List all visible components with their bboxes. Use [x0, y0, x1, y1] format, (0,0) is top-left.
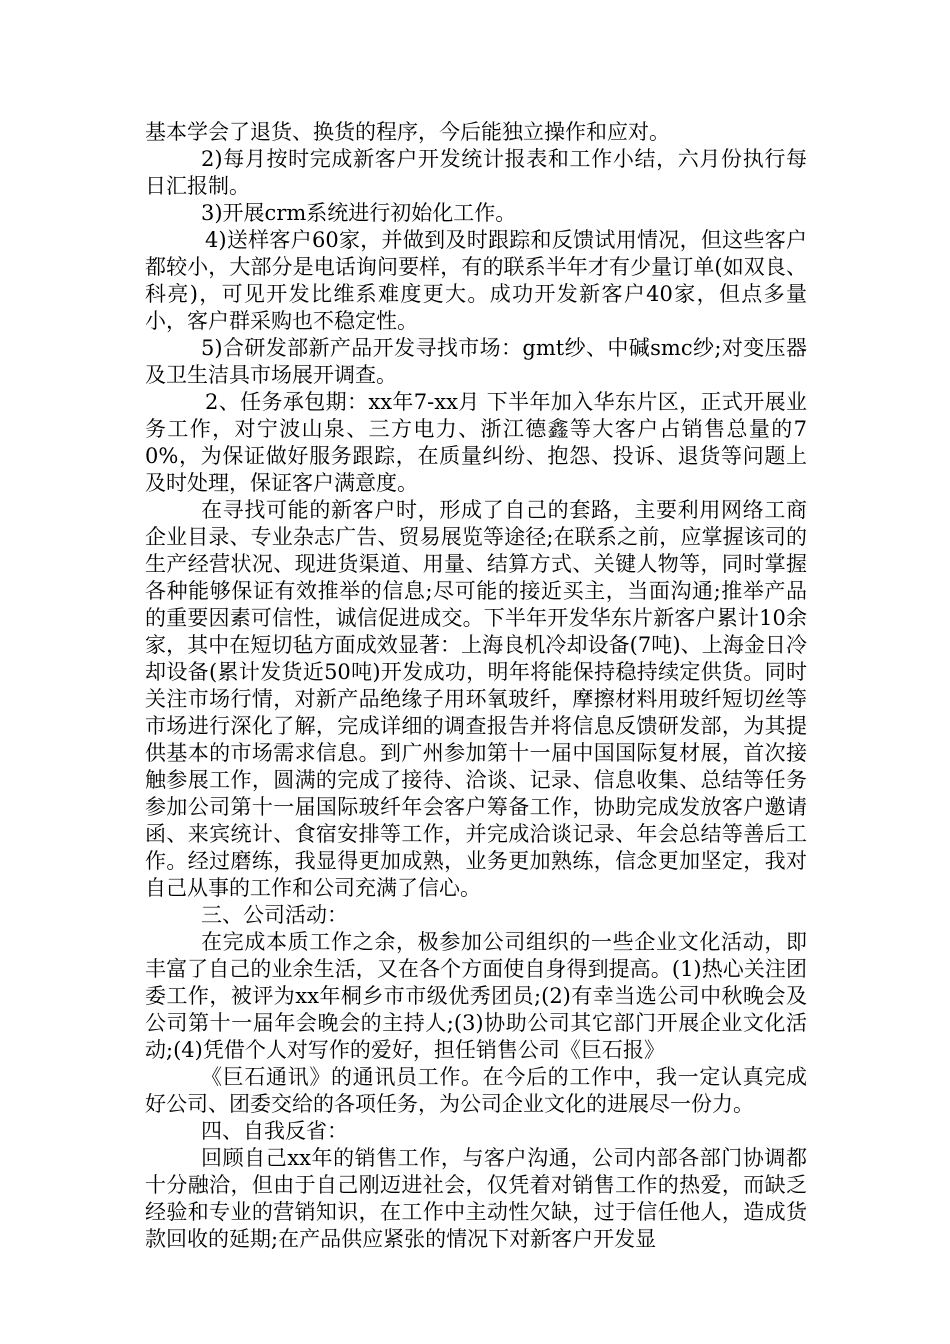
paragraph-contract-period: 2、任务承包期：xx年7-xx月 下半年加入华东片区，正式开展业务工作，对宁波山泉、三方电力、浙江德鑫等大客户占销售总量的70%，为保证做好服务跟踪，在质量纠纷、抱怨、投诉、退货等问题上及时处理，保证客户满意度。 [145, 390, 807, 495]
paragraph-new-customers: 在寻找可能的新客户时，形成了自己的套路，主要利用网络工商企业目录、专业杂志广告、贸易展览等途径;在联系之前，应掌握该司的生产经营状况、现进货渠道、用量、结算方式、关键人物等，同时掌握各种能够保证有效推举的信息;尽可能的接近买主，当面沟通;推举产品的重要因素可信性，诚信促进成交。下半年开发华东片新客户累计10余家，其中在短切毡方面成效显著：上海良机冷却设备(7吨)、上海金日冷却设备(累计发货近50吨)开发成功，明年将能保持稳持续定供货。同时关注市场行情，对新产品绝缘子用环氧玻纤，摩擦材料用玻纤短切丝等市场进行深化了解，完成详细的调查报告并将信息反馈研发部，为其提供基本的市场需求信息。到广州参加第十一届中国国际复材展，首次接触参展工作，圆满的完成了接待、洽谈、记录、信息收集、总结等任务参加公司第十一届国际玻纤年会客户筹备工作，协助完成发放客户邀请函、来宾统计、食宿安排等工作，并完成洽谈记录、年会总结等善后工作。经过磨练，我显得更加成熟，业务更加熟练，信念更加坚定，我对自己从事的工作和公司充满了信心。 [145, 498, 807, 900]
paragraph-returns: 基本学会了退货、换货的程序，今后能独立操作和应对。 [145, 120, 670, 144]
paragraph-rnd-market: 5)合研发部新产品开发寻找市场：gmt纱、中碱smc纱;对变压器及卫生洁具市场展开调查。 [145, 336, 807, 387]
paragraph-reflection: 回顾自己xx年的销售工作，与客户沟通，公司内部各部门协调都十分融洽，但由于自己刚迈进社会，仅凭着对销售工作的热爱，而缺乏经验和专业的营销知识，在工作中主动性欠缺，过于信任他人，造成货款回收的延期;在产品供应紧张的情况下对新客户开发显 [145, 1146, 807, 1251]
section-heading-company-activities: 三、公司活动： [201, 903, 348, 927]
document-body [145, 119, 807, 1253]
section-heading-self-reflection: 四、自我反省： [201, 1119, 348, 1143]
paragraph-culture-activities: 在完成本质工作之余，极参加公司组织的一些企业文化活动，即丰富了自己的业余生活，又在各个方面使自身得到提高。(1)热心关注团委工作，被评为xx年桐乡市市级优秀团员;(2)有幸当选公司中秋晚会及公司第十一届年会晚会的主持人;(3)协助公司其它部门开展企业文化活动;(4)凭借个人对写作的爱好，担任销售公司《巨石报》 [145, 930, 807, 1062]
paragraph-crm: 3)开展crm系统进行初始化工作。 [201, 201, 517, 225]
paragraph-samples: 4)送样客户60家，并做到及时跟踪和反馈试用情况，但这些客户都较小，大部分是电话询问要样，有的联系半年才有少量订单(如双良、科亮)，可见开发比维系难度更大。成功开发新客户40家，但点多量小，客户群采购也不稳定性。 [145, 228, 807, 333]
paragraph-correspondent: 《巨石通讯》的通讯员工作。在今后的工作中，我一定认真完成好公司、团委交给的各项任务，为公司企业文化的进展尽一份力。 [145, 1065, 807, 1116]
paragraph-monthly-report: 2)每月按时完成新客户开发统计报表和工作小结，六月份执行每日汇报制。 [145, 147, 807, 198]
